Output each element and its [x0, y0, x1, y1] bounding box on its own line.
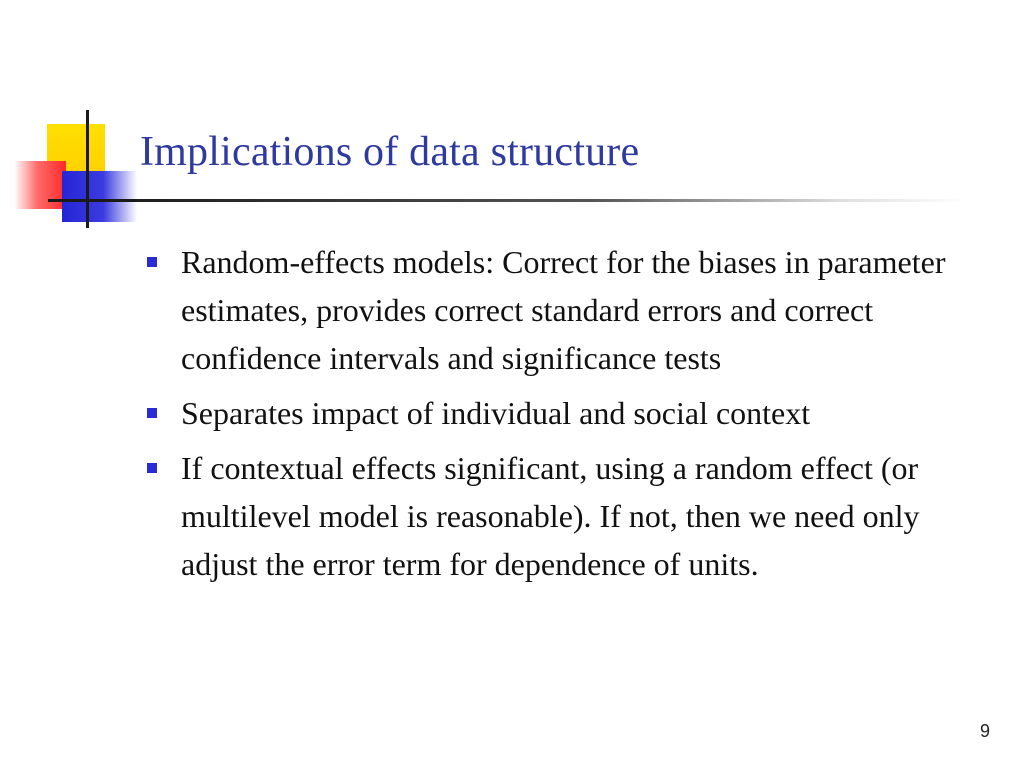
page-number: 9	[979, 721, 990, 741]
bullet-text: Random-effects models: Correct for the biases in parameter estimates, provides correct standard errors and correct confidence intervals and significance tests	[181, 244, 946, 376]
bullet-square-icon	[147, 408, 157, 418]
logo-vertical-line	[86, 110, 89, 228]
bullet-square-icon	[147, 257, 157, 267]
bullet-text: Separates impact of individual and social context	[181, 395, 811, 431]
bullet-item	[146, 238, 976, 382]
bullet-item	[146, 444, 976, 588]
bullet-square-icon	[147, 463, 157, 473]
logo-horizontal-line	[48, 199, 138, 202]
slide-title: Implications of data structure	[140, 129, 640, 175]
bullet-item	[146, 389, 976, 437]
logo-blue-square	[62, 171, 137, 222]
decorative-logo	[0, 0, 150, 240]
bullet-list	[146, 238, 976, 595]
bullet-text: If contextual effects significant, using a random effect (or multilevel model is reasonable). If not, then we need only adjust the error term for dependence of units.	[181, 450, 920, 582]
title-underline	[136, 199, 966, 202]
